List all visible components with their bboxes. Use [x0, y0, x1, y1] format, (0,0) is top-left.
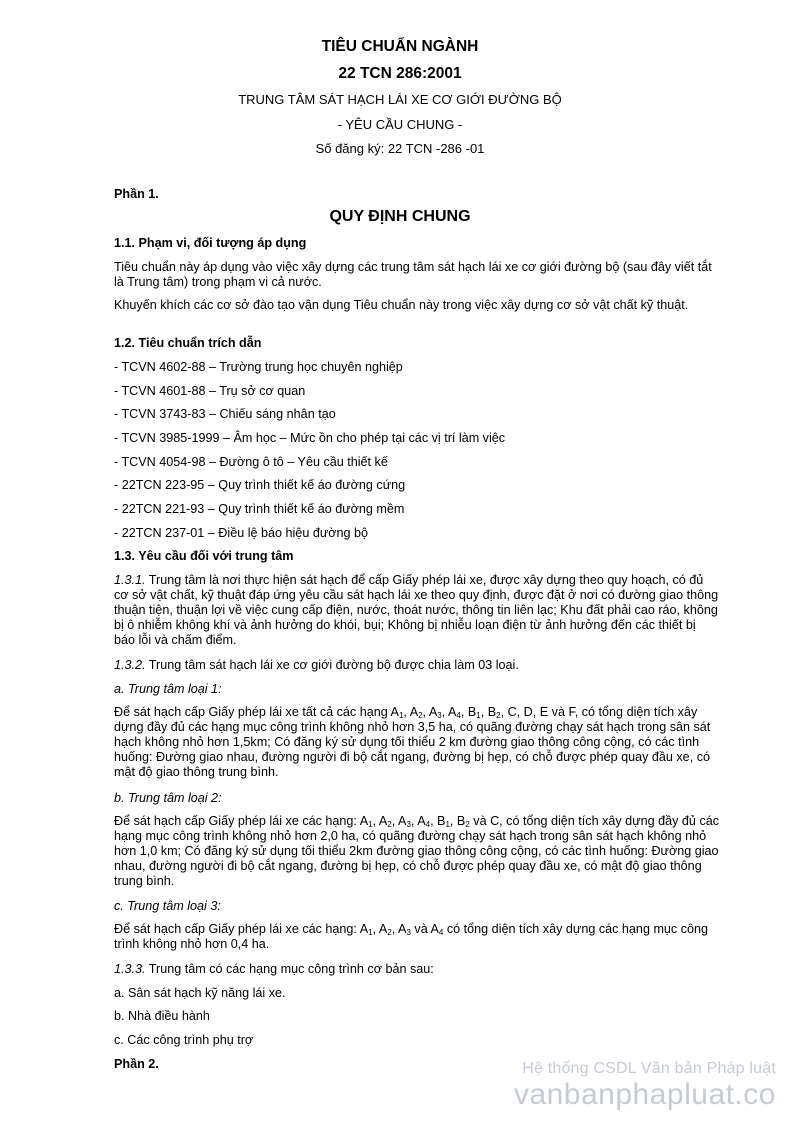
- clause-1-3-1: [114, 573, 720, 648]
- s11-paragraph-2: Khuyến khích các cơ sở đào tạo vận dụng Tiêu chuẩn này trong việc xây dựng cơ sở vật chất kỹ thuật.: [114, 298, 689, 312]
- standard-item: - 22TCN 237-01 – Điều lệ báo hiệu đường bộ: [114, 526, 369, 540]
- text-run: và C, có tổng diện tích xây dựng đầy đủ các hạng mục công trình không nhỏ hơn 2,0 ha, có quãng đường chạy sát hạch trong sân sát hạch không nhỏ hơn 1,0 km; Có đăng ký sử dụng tối thiểu 2km đường giao thông công cộng, có các tình huống: Đường giao nhau, đường người đi bộ cắt ngang, đường bị hẹp, có chỗ được phép quay đầu xe, có mật độ giao thông trung bình.: [114, 814, 720, 888]
- clause-1-3-3: [114, 962, 720, 977]
- s11-heading: 1.1. Phạm vi, đối tượng áp dụng: [114, 236, 307, 250]
- facility-item: a. Sân sát hạch kỹ năng lái xe.: [114, 986, 286, 1000]
- center-type-2-label: b. Trung tâm loại 2:: [114, 791, 222, 805]
- text-run: Để sát hạch cấp Giấy phép lái xe tất cả các hạng A: [114, 705, 399, 719]
- document-subject: TRUNG TÂM SÁT HẠCH LÁI XE CƠ GIỚI ĐƯỜNG BỘ: [238, 92, 562, 107]
- registration-number: Số đăng ký: 22 TCN -286 -01: [315, 141, 485, 156]
- center-type-1-label: a. Trung tâm loại 1:: [114, 682, 222, 696]
- standard-item: - TCVN 4602-88 – Trường trung học chuyên nghiệp: [114, 360, 403, 374]
- standard-item: - TCVN 4054-98 – Đường ô tô – Yêu cầu thiết kế: [114, 455, 388, 469]
- s12-heading: 1.2. Tiêu chuẩn trích dẫn: [114, 336, 262, 350]
- document-title: TIÊU CHUẨN NGÀNH: [321, 38, 479, 55]
- clause-number: 1.3.1.: [114, 573, 146, 587]
- standard-item: - TCVN 3985-1999 – Âm học – Mức ồn cho phép tại các vị trí làm việc: [114, 431, 506, 445]
- watermark-site: vanbanphapluat.co: [513, 1078, 776, 1111]
- watermark-caption: Hệ thống CSDL Văn bản Pháp luật: [522, 1060, 776, 1077]
- part1-label: Phần 1.: [114, 187, 159, 201]
- clause-number: 1.3.2.: [114, 658, 146, 672]
- center-type-2-text: Để sát hạch cấp Giấy phép lái xe các hạng: $A_1$, $A_2$, $A_3$, $A_4$, $B_1$, $B_2$ và C, có tổng diện tích xây dựng đầy đủ các hạng mục công trình không nhỏ hơn 2,0 ha, có quãng đường chạy sát hạch trong sân sát hạch không nhỏ hơn 1,0 km; Có đăng ký sử dụng tối thiểu 2km đường giao thông công cộng, có các tình huống: Đường giao nhau, đường người đi bộ cắt ngang, đường bị hẹp, có chỗ được phép quay đầu xe, có mật độ giao thông trung bình.: [114, 814, 720, 888]
- text-run: có tổng diện tích xây dựng các hạng mục công trình không nhỏ hơn 0,4 ha.: [114, 922, 709, 951]
- standard-item: - TCVN 3743-83 – Chiếu sáng nhân tạo: [114, 407, 336, 421]
- document-code: 22 TCN 286:2001: [338, 65, 462, 82]
- part2-label: Phần 2.: [114, 1057, 159, 1071]
- standard-item: - 22TCN 223-95 – Quy trình thiết kế áo đường cứng: [114, 478, 406, 492]
- facility-item: c. Các công trình phụ trợ: [114, 1033, 254, 1047]
- center-type-3-label: c. Trung tâm loại 3:: [114, 899, 221, 913]
- center-type-1-text: Để sát hạch cấp Giấy phép lái xe tất cả các hạng $A_1$, $A_2$, $A_3$, $A_4$, $B_1$, $B_2$, C, D, E và F, có tổng diện tích xây dựng đầy đủ các hạng mục công trình không nhỏ hơn 3,5 ha, có quãng đường chạy sát hạch trong sân sát hạch không nhỏ hơn 1,5km; Có đăng ký sử dụng tối thiểu 2 km đường giao thông công cộng, có các tình huống: Đường giao nhau, đường người đi bộ cắt ngang, đường bị hẹp, có chỗ được phép quay đầu xe, có mật độ giao thông trung bình.: [114, 705, 711, 779]
- text-run: , C, D, E và F, có tổng diện tích xây dựng đầy đủ các hạng mục công trình không nhỏ hơn 3,5 ha, có quãng đường chạy sát hạch trong sân sát hạch không nhỏ hơn 1,5km; Có đăng ký sử dụng tối thiểu 2 km đường giao thông công cộng, có các tình huống: Đường giao nhau, đường người đi bộ cắt ngang, đường bị hẹp, có chỗ được phép quay đầu xe, có mật độ giao thông trung bình.: [114, 705, 711, 779]
- text-run: Để sát hạch cấp Giấy phép lái xe các hạng: A: [114, 922, 369, 936]
- s13-heading: 1.3. Yêu cầu đối với trung tâm: [114, 549, 294, 563]
- clause-text: Trung tâm là nơi thực hiện sát hạch để cấp Giấy phép lái xe, được xây dựng theo quy hoạch, có đủ cơ sở vật chất, kỹ thuật đáp ứng yêu cầu sát hạch lái xe theo quy định, được đặt ở nơi có đường giao thông thuận tiện, thuận lợi về việc cung cấp điện, nước, thoát nước, thông tin liên lạc; Khu đất phải cao ráo, không bị ô nhiễm không khí và ảnh hưởng do khói, bụi; Không bị nhiễu loạn điện từ ảnh hưởng đến các thiết bị báo lỗi và chấm điểm.: [114, 573, 719, 647]
- text-run: Để sát hạch cấp Giấy phép lái xe các hạng: A: [114, 814, 369, 828]
- clause-text: Trung tâm sát hạch lái xe cơ giới đường bộ được chia làm 03 loại.: [145, 658, 519, 672]
- clause-text: Trung tâm có các hạng mục công trình cơ bản sau:: [145, 962, 434, 976]
- facility-item: b. Nhà điều hành: [114, 1009, 210, 1023]
- part1-heading: QUY ĐỊNH CHUNG: [329, 208, 471, 225]
- document-scope: - YÊU CẦU CHUNG -: [337, 117, 463, 132]
- center-type-3-text: Để sát hạch cấp Giấy phép lái xe các hạng: $A_1$, $A_2$, $A_3$ và $A_4$ có tổng diện tích xây dựng các hạng mục công trình không nhỏ hơn 0,4 ha.: [114, 922, 709, 951]
- s11-paragraph-1: Tiêu chuẩn này áp dụng vào việc xây dựng các trung tâm sát hạch lái xe cơ giới đường bộ (sau đây viết tắt là Trung tâm) trong phạm vi cả nước.: [114, 260, 712, 289]
- standard-item: - TCVN 4601-88 – Trụ sở cơ quan: [114, 384, 306, 398]
- standard-item: - 22TCN 221-93 – Quy trình thiết kế áo đường mềm: [114, 502, 405, 516]
- clause-1-3-2: [114, 658, 720, 673]
- clause-number: 1.3.3.: [114, 962, 146, 976]
